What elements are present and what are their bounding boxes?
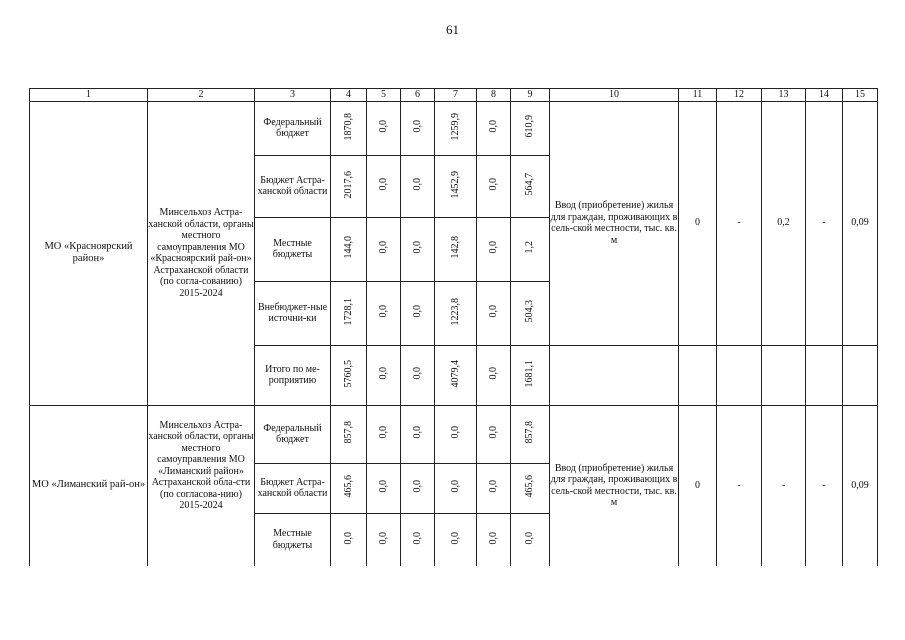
value-cell: 1452,9	[435, 155, 477, 217]
indicator-col15: 0,09	[843, 405, 878, 566]
col-header-10: 10	[550, 89, 679, 102]
funding-source: Местные бюджеты	[255, 217, 331, 281]
empty-cell	[550, 345, 679, 405]
value-cell: 142,8	[435, 217, 477, 281]
empty-cell	[843, 345, 878, 405]
indicator-col14: -	[806, 405, 843, 566]
value-cell: 0,0	[477, 101, 511, 155]
value-cell: 0,0	[401, 405, 435, 463]
value-cell: 564,7	[511, 155, 550, 217]
empty-cell	[679, 345, 717, 405]
total-value-cell: 5760,5	[331, 345, 367, 405]
col-header-7: 7	[435, 89, 477, 102]
value-cell: 465,6	[331, 463, 367, 513]
indicator-col12: -	[717, 405, 762, 566]
value-cell: 0,0	[477, 405, 511, 463]
col-header-4: 4	[331, 89, 367, 102]
value-cell: 504,3	[511, 281, 550, 345]
municipality-cell: МО «Лиманский рай-он»	[30, 405, 148, 566]
value-cell: 0,0	[367, 463, 401, 513]
indicator-col11: 0	[679, 405, 717, 566]
col-header-3: 3	[255, 89, 331, 102]
indicator-col13: -	[762, 405, 806, 566]
municipality-cell: МО «Красноярский район»	[30, 101, 148, 405]
value-cell: 0,0	[367, 155, 401, 217]
value-cell: 0,0	[367, 405, 401, 463]
value-cell: 0,0	[401, 155, 435, 217]
total-value-cell: 0,0	[477, 345, 511, 405]
empty-cell	[717, 345, 762, 405]
value-cell: 857,8	[511, 405, 550, 463]
value-cell: 1223,8	[435, 281, 477, 345]
col-header-1: 1	[30, 89, 148, 102]
col-header-14: 14	[806, 89, 843, 102]
page-number: 61	[446, 22, 459, 37]
funding-source: Местные бюджеты	[255, 513, 331, 566]
value-cell: 2017,6	[331, 155, 367, 217]
value-cell: 0,0	[477, 281, 511, 345]
value-cell: 0,0	[401, 513, 435, 566]
value-cell: 0,0	[401, 281, 435, 345]
value-cell: 0,0	[401, 101, 435, 155]
header-row	[30, 89, 878, 102]
table-row	[30, 101, 878, 155]
funding-source: Федеральный бюджет	[255, 101, 331, 155]
budget-table	[29, 88, 878, 566]
value-cell: 0,0	[367, 217, 401, 281]
indicator-col12: -	[717, 101, 762, 345]
col-header-5: 5	[367, 89, 401, 102]
value-cell: 0,0	[435, 513, 477, 566]
value-cell: 0,0	[367, 513, 401, 566]
value-cell: 0,0	[435, 463, 477, 513]
indicator-col15: 0,09	[843, 101, 878, 345]
value-cell: 1,2	[511, 217, 550, 281]
value-cell: 0,0	[477, 513, 511, 566]
total-label: Итого по ме-роприятию	[255, 345, 331, 405]
value-cell: 0,0	[477, 217, 511, 281]
col-header-6: 6	[401, 89, 435, 102]
col-header-9: 9	[511, 89, 550, 102]
value-cell: 0,0	[331, 513, 367, 566]
value-cell: 1259,9	[435, 101, 477, 155]
empty-cell	[762, 345, 806, 405]
col-header-2: 2	[148, 89, 255, 102]
table-row	[30, 405, 878, 463]
funding-source: Федеральный бюджет	[255, 405, 331, 463]
total-value-cell: 4079,4	[435, 345, 477, 405]
col-header-13: 13	[762, 89, 806, 102]
value-cell: 0,0	[477, 463, 511, 513]
empty-cell	[806, 345, 843, 405]
value-cell: 0,0	[477, 155, 511, 217]
col-header-15: 15	[843, 89, 878, 102]
value-cell: 0,0	[435, 405, 477, 463]
value-cell: 610,9	[511, 101, 550, 155]
funding-source: Внебюджет-ные источни-ки	[255, 281, 331, 345]
col-header-12: 12	[717, 89, 762, 102]
indicator-col13: 0,2	[762, 101, 806, 345]
indicator-col11: 0	[679, 101, 717, 345]
total-value-cell: 0,0	[401, 345, 435, 405]
value-cell: 465,6	[511, 463, 550, 513]
col-header-11: 11	[679, 89, 717, 102]
indicator-description: Ввод (приобретение) жилья для граждан, проживающих в сель-ской местности, тыс. кв. м	[550, 405, 679, 566]
total-value-cell: 1681,1	[511, 345, 550, 405]
funding-source: Бюджет Астра-ханской области	[255, 155, 331, 217]
value-cell: 144,0	[331, 217, 367, 281]
value-cell: 0,0	[401, 217, 435, 281]
value-cell: 1728,1	[331, 281, 367, 345]
executor-cell: Минсельхоз Астра-ханской области, органы местного самоуправления МО «Лиманский район» Астраханской обла-сти (по согласова-нию) 2015-2024	[148, 405, 255, 566]
col-header-8: 8	[477, 89, 511, 102]
total-value-cell: 0,0	[367, 345, 401, 405]
value-cell: 0,0	[401, 463, 435, 513]
value-cell: 0,0	[367, 281, 401, 345]
funding-source: Бюджет Астра-ханской области	[255, 463, 331, 513]
value-cell: 0,0	[367, 101, 401, 155]
executor-cell: Минсельхоз Астра-ханской области, органы местного самоуправления МО «Красноярский рай-он» Астраханской области (по согла-сованию) 2015-2024	[148, 101, 255, 405]
value-cell: 1870,8	[331, 101, 367, 155]
value-cell: 857,8	[331, 405, 367, 463]
indicator-description: Ввод (приобретение) жилья для граждан, проживающих в сель-ской местности, тыс. кв. м	[550, 101, 679, 345]
indicator-col14: -	[806, 101, 843, 345]
value-cell: 0,0	[511, 513, 550, 566]
